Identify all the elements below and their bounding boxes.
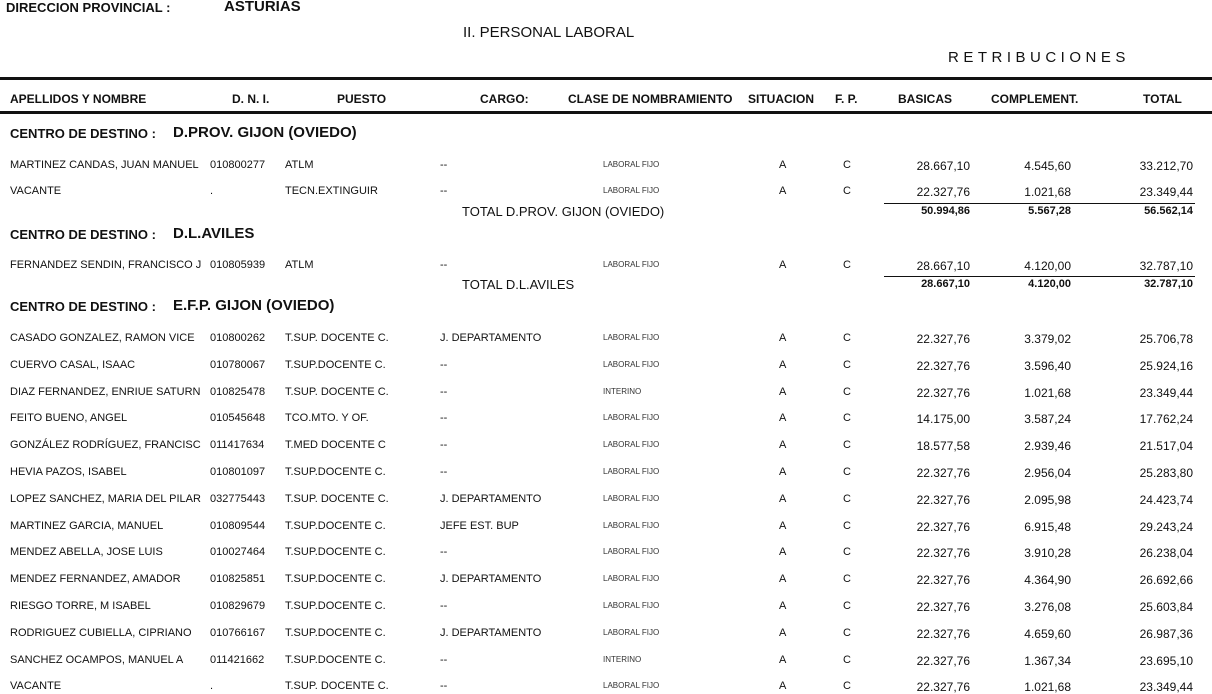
cell-basicas: 22.327,76 [916,653,970,668]
cell-nombre: MARTINEZ CANDAS, JUAN MANUEL [10,159,199,171]
cell-clase: LABORAL FIJO [603,681,660,691]
cell-total: 23.349,44 [1139,185,1193,199]
cell-fp: C [843,412,851,425]
subtotal-complement: 4.120,00 [1028,278,1071,290]
cell-basicas: 22.327,76 [916,626,970,641]
cell-clase: LABORAL FIJO [603,333,660,342]
cell-total: 29.243,24 [1139,519,1193,534]
cell-total: 23.349,44 [1139,680,1193,694]
cell-cargo: -- [440,358,448,371]
cell-fp: C [843,385,851,398]
cell-clase: LABORAL FIJO [603,359,660,369]
cell-nombre: MENDEZ FERNANDEZ, AMADOR [10,573,181,586]
cell-nombre: MARTINEZ GARCIA, MANUEL [10,519,164,532]
cell-cargo: -- [440,385,448,398]
cell-situacion: A [779,519,787,532]
cell-fp: C [843,680,851,693]
cell-clase: LABORAL FIJO [603,520,660,530]
center-name: E.F.P. GIJON (OVIEDO) [173,297,335,314]
cell-complement: 4.364,90 [1024,573,1071,588]
cell-fp: C [843,358,851,371]
cell-dni: 032775443 [210,492,266,505]
cell-basicas: 22.327,76 [916,492,970,507]
center-name: D.PROV. GIJON (OVIEDO) [173,124,357,141]
total-label: TOTAL D.L.AVILES [462,277,575,292]
cell-complement: 1.021,68 [1024,385,1071,400]
cell-complement: 6.915,48 [1024,519,1071,534]
cell-dni: 010780067 [210,358,266,371]
cell-clase: LABORAL FIJO [603,601,660,610]
cell-total: 26.987,36 [1139,626,1193,641]
cell-fp: C [843,653,851,666]
cell-fp: C [843,492,851,505]
center-label: CENTRO DE DESTINO : [10,227,156,242]
subtotal-basicas: 28.667,10 [921,278,970,290]
cell-puesto: T.SUP.DOCENTE C. [285,653,386,666]
total-rule [884,276,1195,277]
cell-situacion: A [779,466,787,478]
cell-dni: . [210,185,214,197]
cell-complement: 2.095,98 [1024,492,1071,507]
cell-puesto: T.SUP.DOCENTE C. [285,358,386,371]
subtotal-basicas: 50.994,86 [921,205,970,217]
cell-complement: 2.939,46 [1024,439,1071,454]
cell-complement: 1.021,68 [1024,680,1071,694]
col-header-nombre: APELLIDOS Y NOMBRE [10,92,147,106]
cell-puesto: T.SUP.DOCENTE C. [285,626,386,639]
cell-basicas: 18.577,58 [916,439,970,454]
col-header-fp: F. P. [835,92,858,106]
cell-puesto: T.SUP.DOCENTE C. [285,546,386,559]
cell-fp: C [843,159,851,171]
provincia-value: ASTURIAS [224,0,301,15]
cell-fp: C [843,332,851,344]
cell-dni: 011417634 [210,439,265,452]
cell-puesto: T.SUP.DOCENTE C. [285,466,386,478]
cell-cargo: JEFE EST. BUP [440,519,519,532]
retribuciones-heading: RETRIBUCIONES [948,49,1130,66]
cell-dni: 010805939 [210,259,266,271]
col-header-dni: D. N. I. [232,92,270,106]
cell-basicas: 22.327,76 [916,680,970,694]
cell-cargo: -- [440,546,448,559]
col-header-total: TOTAL [1143,92,1182,106]
cell-puesto: T.MED DOCENTE C [285,439,386,452]
cell-cargo: -- [440,185,448,197]
cell-total: 17.762,24 [1139,412,1193,427]
cell-clase: LABORAL FIJO [603,493,660,503]
cell-clase: INTERINO [603,654,642,664]
col-header-cargo: CARGO: [480,92,529,106]
cell-cargo: J. DEPARTAMENTO [440,626,542,639]
cell-situacion: A [779,385,787,398]
cell-complement: 4.120,00 [1024,259,1071,273]
cell-fp: C [843,185,851,197]
cell-complement: 3.910,28 [1024,546,1071,561]
cell-situacion: A [779,259,787,271]
cell-cargo: J. DEPARTAMENTO [440,573,542,586]
cell-nombre: RIESGO TORRE, M ISABEL [10,600,151,612]
cell-total: 25.283,80 [1139,466,1193,480]
cell-cargo: J. DEPARTAMENTO [440,332,542,344]
cell-nombre: VACANTE [10,680,62,693]
cell-complement: 4.545,60 [1024,159,1071,173]
cell-basicas: 22.327,76 [916,600,970,614]
cell-situacion: A [779,573,787,586]
cell-fp: C [843,573,851,586]
cell-dni: . [210,680,214,693]
cell-total: 24.423,74 [1139,492,1193,507]
cell-nombre: DIAZ FERNANDEZ, ENRIUE SATURN [10,385,201,398]
col-header-basicas: BASICAS [898,92,953,106]
cell-situacion: A [779,185,787,197]
cell-basicas: 22.327,76 [916,466,970,480]
cell-total: 23.695,10 [1139,653,1193,668]
center-label: CENTRO DE DESTINO : [10,299,156,314]
cell-basicas: 22.327,76 [916,546,970,561]
cell-complement: 4.659,60 [1024,626,1071,641]
cell-clase: LABORAL FIJO [603,627,660,637]
cell-clase: LABORAL FIJO [603,467,660,476]
cell-situacion: A [779,546,787,559]
cell-nombre: VACANTE [10,185,62,197]
cell-nombre: HEVIA PAZOS, ISABEL [10,466,127,478]
cell-basicas: 22.327,76 [916,573,970,588]
cell-total: 32.787,10 [1139,259,1193,273]
cell-dni: 010809544 [210,519,266,532]
total-label: TOTAL D.PROV. GIJON (OVIEDO) [462,204,665,219]
cell-fp: C [843,546,851,559]
cell-fp: C [843,626,851,639]
cell-puesto: T.SUP.DOCENTE C. [285,519,386,532]
cell-total: 26.238,04 [1139,546,1193,561]
cell-puesto: T.SUP. DOCENTE C. [285,492,389,505]
header-top-rule [0,77,1212,80]
cell-clase: LABORAL FIJO [603,547,660,557]
cell-puesto: ATLM [285,159,314,171]
cell-situacion: A [779,626,787,639]
cell-situacion: A [779,439,787,452]
cell-total: 23.349,44 [1139,385,1193,400]
cell-clase: LABORAL FIJO [603,440,660,450]
header-bottom-rule [0,111,1212,114]
section-title: II. PERSONAL LABORAL [463,24,635,41]
cell-situacion: A [779,412,787,425]
cell-nombre: SANCHEZ OCAMPOS, MANUEL A [10,653,184,666]
cell-basicas: 22.327,76 [916,519,970,534]
cell-fp: C [843,519,851,532]
cell-situacion: A [779,159,787,171]
cell-cargo: -- [440,600,448,612]
cell-nombre: LOPEZ SANCHEZ, MARIA DEL PILAR [10,492,201,505]
cell-clase: INTERINO [603,386,642,396]
cell-nombre: FERNANDEZ SENDIN, FRANCISCO J [10,259,202,271]
cell-complement: 1.367,34 [1024,653,1071,668]
cell-basicas: 22.327,76 [916,332,970,346]
cell-total: 25.706,78 [1139,332,1193,346]
cell-dni: 010825851 [210,573,266,586]
cell-cargo: -- [440,439,448,452]
cell-puesto: T.SUP. DOCENTE C. [285,332,389,344]
cell-situacion: A [779,680,787,693]
cell-clase: LABORAL FIJO [603,413,660,423]
cell-basicas: 22.327,76 [916,358,970,373]
cell-dni: 010801097 [210,466,266,478]
cell-basicas: 22.327,76 [916,185,970,199]
cell-puesto: T.SUP. DOCENTE C. [285,680,389,693]
cell-total: 21.517,04 [1139,439,1193,454]
cell-clase: LABORAL FIJO [603,160,660,169]
col-header-complement: COMPLEMENT. [991,92,1079,106]
cell-dni: 010027464 [210,546,266,559]
cell-situacion: A [779,600,787,612]
cell-cargo: -- [440,466,448,478]
cell-nombre: MENDEZ ABELLA, JOSE LUIS [10,546,163,559]
cell-fp: C [843,439,851,452]
cell-basicas: 22.327,76 [916,385,970,400]
cell-puesto: T.SUP. DOCENTE C. [285,385,389,398]
cell-basicas: 14.175,00 [916,412,970,427]
cell-total: 25.924,16 [1139,358,1193,373]
cell-complement: 2.956,04 [1024,466,1071,480]
cell-complement: 3.596,40 [1024,358,1071,373]
cell-puesto: TCO.MTO. Y OF. [285,412,369,425]
cell-basicas: 28.667,10 [916,259,970,273]
cell-clase: LABORAL FIJO [603,260,660,269]
cell-dni: 011421662 [210,653,265,666]
cell-nombre: GONZÁLEZ RODRÍGUEZ, FRANCISC [10,439,201,452]
cell-total: 25.603,84 [1139,600,1193,614]
cell-situacion: A [779,492,787,505]
cell-cargo: -- [440,159,448,171]
cell-cargo: J. DEPARTAMENTO [440,492,542,505]
cell-nombre: CASADO GONZALEZ, RAMON VICE [10,332,195,344]
center-name: D.L.AVILES [173,225,255,242]
cell-cargo: -- [440,680,448,693]
cell-puesto: T.SUP.DOCENTE C. [285,573,386,586]
col-header-clase: CLASE DE NOMBRAMIENTO [568,92,733,106]
cell-cargo: -- [440,412,448,425]
cell-complement: 3.276,08 [1024,600,1071,614]
cell-situacion: A [779,653,787,666]
center-label: CENTRO DE DESTINO : [10,126,156,141]
cell-nombre: FEITO BUENO, ANGEL [10,412,128,425]
provincia-label: DIRECCION PROVINCIAL : [6,0,171,15]
cell-nombre: RODRIGUEZ CUBIELLA, CIPRIANO [10,626,192,639]
cell-basicas: 28.667,10 [916,159,970,173]
col-header-situacion: SITUACION [748,92,814,106]
cell-dni: 010800262 [210,332,266,344]
cell-puesto: T.SUP.DOCENTE C. [285,600,386,612]
total-rule [884,203,1195,204]
cell-dni: 010829679 [210,600,266,612]
subtotal-total: 56.562,14 [1144,205,1193,217]
cell-cargo: -- [440,259,448,271]
cell-puesto: TECN.EXTINGUIR [285,185,378,197]
cell-total: 26.692,66 [1139,573,1193,588]
cell-situacion: A [779,358,787,371]
cell-dni: 010800277 [210,159,266,171]
cell-cargo: -- [440,653,448,666]
cell-fp: C [843,466,851,478]
cell-fp: C [843,259,851,271]
cell-nombre: CUERVO CASAL, ISAAC [10,358,136,371]
cell-fp: C [843,600,851,612]
cell-complement: 1.021,68 [1024,185,1071,199]
cell-complement: 3.587,24 [1024,412,1071,427]
subtotal-complement: 5.567,28 [1028,205,1071,217]
cell-total: 33.212,70 [1139,159,1193,173]
cell-clase: LABORAL FIJO [603,186,660,195]
cell-dni: 010545648 [210,412,266,425]
cell-situacion: A [779,332,787,344]
cell-dni: 010766167 [210,626,266,639]
subtotal-total: 32.787,10 [1144,278,1193,290]
cell-dni: 010825478 [210,385,266,398]
cell-puesto: ATLM [285,259,314,271]
col-header-puesto: PUESTO [337,92,387,106]
cell-clase: LABORAL FIJO [603,574,660,584]
cell-complement: 3.379,02 [1024,332,1071,346]
